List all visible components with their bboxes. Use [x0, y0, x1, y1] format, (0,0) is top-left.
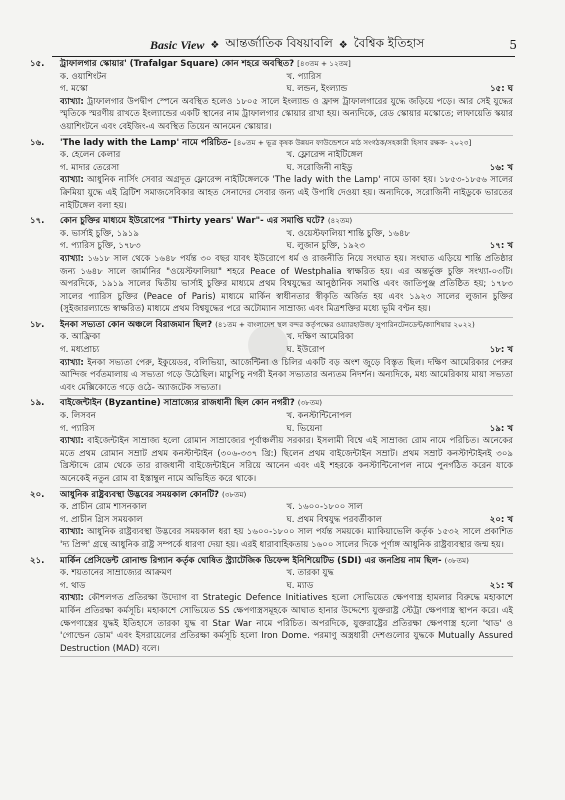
explanation — [60, 174, 513, 212]
answer-key: ১৯: খ — [489, 423, 513, 434]
option-b: খ. ওয়েস্টফালিয়া শান্তি চুক্তি, ১৬৪৮ — [286, 228, 411, 239]
question-block — [30, 319, 514, 397]
divider — [60, 317, 513, 318]
option-b: খ. ১৬০০-১৮০০ সাল — [286, 502, 363, 513]
explanation — [60, 357, 513, 395]
question-number: ১৫. — [30, 59, 45, 69]
option-a: ক. ভার্সাই চুক্তি, ১৯১৯ — [60, 228, 139, 239]
option-b: খ. তারকা যুদ্ধ — [286, 568, 334, 579]
question-number: ১৮. — [30, 319, 45, 330]
question-number: ১৯. — [30, 398, 45, 409]
question-list — [30, 58, 514, 658]
explanation-label: ব্যাখ্যা: — [60, 357, 84, 368]
options — [60, 71, 513, 96]
question-number: ১৬. — [30, 137, 45, 148]
explanation-text: ১৬১৮ সাল থেকে ১৬৪৮ পর্যন্ত ৩০ বছর যাবৎ ইউরোপে ধর্ম ও রাজনীতি নিয়ে সংঘাত হয়। সংঘাত এড়িয়ে শান্তি প্রতিষ্ঠার জন্য ১৬৪৮ সালে জার্মানির "ওয়েস্টফালিয়া" শহরে Peace of Westphalia স্বাক্ষরিত হয়। এর অন্তর্ভুক্ত চুক্তি সংখ্যা-০৩টি। অপরদিকে, ১৯১৯ সালের দ্বিতীয় ভার্সাই চুক্তির মাধ্যমে প্রথম বিশ্বযুদ্ধের আনুষ্ঠানিক সমাপ্তি এবং জাতিপুঞ্জ প্রতিষ্ঠিত হয়; ১৭৮৩ সালের প্যারিস চুক্তির (Peace of Paris) মাধ্যমে মার্কিন স্বাধীনতার স্বীকৃতি অর্জিত হয় এবং ১৯২৩ সালের লুজান চুক্তির (সুইজারল্যান্ডে স্বাক্ষরিত) মাধ্যমে প্রথম বিশ্বযুদ্ধের পরে অটোম্যান সাম্রাজ্য এবং মিত্রশক্তির মধ্যে ভূমি বণ্টন হয়। — [60, 253, 514, 315]
option-c: গ. থাড — [60, 580, 86, 591]
divider — [60, 656, 513, 657]
explanation-label: ব্যাখ্যা: — [60, 436, 84, 447]
options — [60, 149, 513, 174]
question-block — [30, 397, 513, 487]
exam-source: (৩৮তম) — [297, 398, 323, 408]
option-a: ক. লিসবন — [60, 411, 96, 422]
explanation-label: ব্যাখ্যা: — [60, 527, 84, 538]
option-d: ঘ. প্রথম বিশ্বযুদ্ধ পরবর্তীকাল — [286, 514, 383, 525]
explanation-label: ব্যাখ্যা: — [60, 96, 84, 107]
answer-key: ১৮: খ — [489, 345, 513, 356]
page-header — [150, 36, 517, 54]
divider — [60, 135, 513, 136]
explanation — [60, 435, 513, 485]
option-c: গ. প্রাচীন গ্রিস সময়কাল — [60, 514, 143, 525]
explanation-label: ব্যাখ্যা: — [60, 253, 84, 264]
option-b: খ. কনস্টান্টিনোপল — [286, 411, 352, 422]
options — [60, 228, 513, 253]
question-block — [30, 489, 514, 554]
option-d: ঘ. ইউরোপ — [286, 345, 325, 356]
explanation-label: ব্যাখ্যা: — [60, 593, 84, 604]
option-a: ক. হেলেন কেলার — [60, 150, 121, 161]
explanation-text: কৌশলগত প্রতিরক্ষা উদ্যোগ বা Strategic Defence Initiatives হলো সোভিয়েত ক্ষেপণাস্ত্র হামলার বিরুদ্ধে মহাকাশে মার্কিন প্রতিরক্ষা কর্মসূচি। মহাকাশে সোভিয়েত SS ক্ষেপণাস্ত্রসমূহকে আঘাত হানার উদ্দেশ্যে যুক্তরাষ্ট্র স্টেট্রা ক্ষেপণাস্ত্র স্থাপন করে। এই ক্ষেপণাস্ত্রের যুদ্ধই ইতিহাসে তারকা যুদ্ধ বা Star War নামে পরিচিত। অপরদিকে, যুক্তরাষ্ট্রের প্রতিরক্ষা ক্ষেপণাস্ত্র হলো 'থাড' ও 'গোল্ডেন ডোম' এবং ইসরায়েলের প্রতিরক্ষা কর্মসূচি হলো Iron Dome. পরমাণু অস্ত্রধারী দেশগুলোর যুদ্ধকে Mutually Assured Destruction (MAD) বলে। — [60, 593, 513, 654]
options — [60, 410, 513, 435]
question-block — [30, 58, 513, 136]
book-title: Basic View — [150, 37, 205, 52]
options — [60, 501, 513, 526]
option-c: গ. প্যারিস চুক্তি, ১৭৮৩ — [60, 241, 141, 252]
explanation-text: আধুনিক রাষ্ট্রব্যবস্থা উদ্ভবের সময়কাল ধরা হয় ১৬০০-১৮০০ সাল পর্যন্ত সময়কে। ম্যাকিয়াভেলি কর্তৃক ১৫৩২ সালে প্রকাশিত 'দ্য প্রিন্স' গ্রন্থে আধুনিক রাষ্ট্র সম্পর্কে ধারণা দেয়া হয়। এরই ধারাবাহিকতায় ১৬০০ সালের দিকে পূর্ণাঙ্গ আধুনিক রাষ্ট্রব্যবস্থার জন্ম হয়। — [60, 527, 514, 550]
option-a: ক. প্রাচীন রোম শাসনকাল — [60, 502, 147, 513]
question-text: মার্কিন প্রেসিডেন্ট রোনাল্ড রিগ্যান কর্তৃক ঘোষিত স্ট্র্যাটেজিক ডিফেন্স ইনিশিয়েটিভ (SDI) এর জনপ্রিয় নাম ছিল- — [60, 555, 442, 566]
exam-source: (৩৮তম) — [222, 489, 247, 499]
explanation-text: বাইজেন্টাইন সাম্রাজ্য হলো রোমান সাম্রাজ্যের পূর্বাঞ্চলীয় সরকার। ইসলামী বিশ্বে এই সাম্রাজ্য রোম নামে পরিচিত। অনেকের মতে প্রথম রোমান সম্রাট প্রথম কনস্টান্টাইন (৩০৬-৩৩৭ খ্রি:) ছিলেন প্রথম বাইজেন্টাইন সম্রাট। প্রথম সম্রাট কনস্টান্টাইনই ৩০৯ খ্রিস্টাব্দে রোম থেকে তার রাজধানী বাইজেন্টাইনে সরিয়ে আনেন এবং এই শহরকে কনস্টান্টিনোপল নামে পুনর্গঠিত করেন যাকে অনেকেই নতুন রোম বা ইস্তাম্বুল নামে অভিহিত করে থাকে। — [60, 436, 513, 484]
explanation — [60, 253, 513, 316]
question-text: ইনকা সভ্যতা কোন অঞ্চলে বিরাজমান ছিল? — [60, 319, 213, 330]
option-d: ঘ. ভিয়েনা — [286, 423, 323, 434]
answer-key: ১৫: ঘ — [490, 84, 513, 95]
option-c: গ. মস্কো — [60, 84, 89, 95]
divider — [60, 553, 513, 554]
explanation — [60, 526, 513, 551]
option-c: গ. প্যারিস — [60, 423, 95, 434]
exam-source: [৪৩তম + ১২তম] — [297, 59, 351, 68]
option-a: ক. শয়তানের সাম্রাজ্যের আক্রমণ — [60, 568, 172, 579]
options — [60, 567, 513, 592]
question-number: ২০. — [30, 489, 45, 500]
diamond-icon: ❖ — [338, 39, 348, 51]
option-a: ক. ওয়াশিংটন — [60, 71, 107, 82]
exam-source: [৪০তম + ভূত্র কৃষক উন্নয়ন ফাউন্ডেশনে মাঠ সংগঠক/সহকারী হিসাব রক্ষক- ২০২৩] — [234, 137, 472, 147]
option-a: ক. আফ্রিকা — [60, 332, 101, 343]
option-d: ঘ. লুজান চুক্তি, ১৯২৩ — [286, 241, 365, 252]
question-text: আধুনিক রাষ্ট্রব্যবস্থা উদ্ভবের সময়কাল কোনটি? — [60, 489, 219, 500]
explanation-text: আধুনিক নার্সিং সেবার অগ্রদূত ফ্লোরেন্স নাইটিঙ্গেলকে 'The lady with the Lamp' নামে ডাকা হয়। ১৮৫৩-১৮৫৬ সালের ক্রিমিয়া যুদ্ধে এই ব্রিটিশ সমাজসেবিকার আহত সেনাদের সেবার জন্য এই উপাধি দেওয়া হয়। অন্যদিকে, সরোজিনী নাইডুকে ভারতের নাইটিঙ্গেল বলা হয়। — [60, 175, 513, 211]
question-text: 'The lady with the Lamp' নামে পরিচিত- — [60, 137, 232, 148]
page-number: 5 — [509, 38, 517, 52]
option-d: ঘ. সরোজিনী নাইডু — [286, 162, 353, 173]
question-text: ট্রাফালগার স্কোয়ার' (Trafalgar Square) কোন শহরে অবস্থিত? — [60, 59, 295, 69]
option-b: খ. প্যারিস — [286, 71, 322, 82]
explanation-label: ব্যাখ্যা: — [60, 175, 84, 186]
divider — [60, 213, 513, 214]
question-block — [30, 137, 513, 215]
explanation-text: ট্রাফালগার উপদ্বীপ স্পেনে অবস্থিত হলেও ১৮০৫ সালে ইংল্যান্ড ও ফ্রান্স ট্রাফালগারের যুদ্ধে জড়িয়ে পড়ে। আর সেই যুদ্ধের স্মৃতিকে স্মরণীয় রাখতে ইংল্যান্ডের একটি স্থানের নাম ট্রাফালগার স্কোয়ার রাখা হয়। অন্যদিকে, রেড স্কোয়ার মস্কোতে; লাফায়েতি স্কয়ার ওয়াশিংটনে এবং বেইজিং-এ অবস্থিত তিয়েন আনমেন স্কোয়ার। — [60, 96, 513, 132]
question-text: বাইজেন্টাইন (Byzantine) সাম্রাজ্যের রাজধানী ছিল কোন নগরী? — [60, 398, 295, 409]
explanation — [60, 592, 513, 655]
option-c: গ. মাদার তেরেসা — [60, 162, 120, 173]
options — [60, 331, 513, 356]
explanation-text: ইনকা সভ্যতা পেরু, ইকুয়েডর, বলিভিয়া, আর্জেন্টিনা ও চিলির একটি বড় অংশ জুড়ে বিস্তৃত ছিল। দক্ষিণ আমেরিকার পেরুর আন্দিজ পর্বতমালায় এ সভ্যতা গড়ে উঠেছিল। মাচুপিচু নগরী ইনকা সভ্যতার অন্যতম নিদর্শন। অন্যদিকে, মধ্য আমেরিকায় মায়া সভ্যতা এবং মেক্সিকোতে গড়ে ওঠে- অ্যাজটেক সভ্যতা। — [60, 357, 514, 393]
option-d: ঘ. লন্ডন, ইংল্যান্ড — [286, 84, 348, 95]
divider — [60, 487, 513, 488]
question-block — [30, 215, 514, 318]
question-block — [30, 555, 513, 658]
option-d: ঘ. ম্যাড — [286, 580, 314, 591]
answer-key: ২০: খ — [489, 514, 513, 525]
answer-key: ২১: খ — [489, 580, 513, 591]
answer-key: ১৭: খ — [489, 241, 513, 252]
option-b: খ. দক্ষিণ আমেরিকা — [286, 332, 354, 343]
chapter-title: বৈশ্বিক ইতিহাস — [353, 36, 425, 50]
section-title: আন্তর্জাতিক বিষয়াবলি — [225, 36, 333, 50]
explanation — [60, 96, 513, 134]
exam-source: (৩৮তম) — [444, 555, 469, 565]
header-rule — [52, 56, 515, 57]
question-text: কোন চুক্তির মাধ্যমে ইউরোপের "Thirty years' War"- এর সমাপ্তি ঘটে? — [60, 216, 325, 227]
answer-key: ১৬: খ — [489, 162, 513, 173]
question-number: ১৭. — [30, 216, 45, 227]
option-b: খ. ফ্লোরেন্স নাইটিঙ্গেল — [286, 150, 363, 161]
exam-source: (৪২তম) — [327, 216, 353, 226]
question-number: ২১. — [30, 555, 45, 566]
exam-source: (৪১তম + বাংলাদেশ স্থল বন্দর কর্তৃপক্ষের ওয়্যারহাউজ/ সুপারিনটেনডেন্ট/ক্যাশিয়ার ২০২২) — [215, 319, 475, 329]
divider — [60, 395, 513, 396]
diamond-icon: ❖ — [210, 39, 220, 51]
option-c: গ. মধ্যপ্রাচ্য — [60, 345, 100, 356]
